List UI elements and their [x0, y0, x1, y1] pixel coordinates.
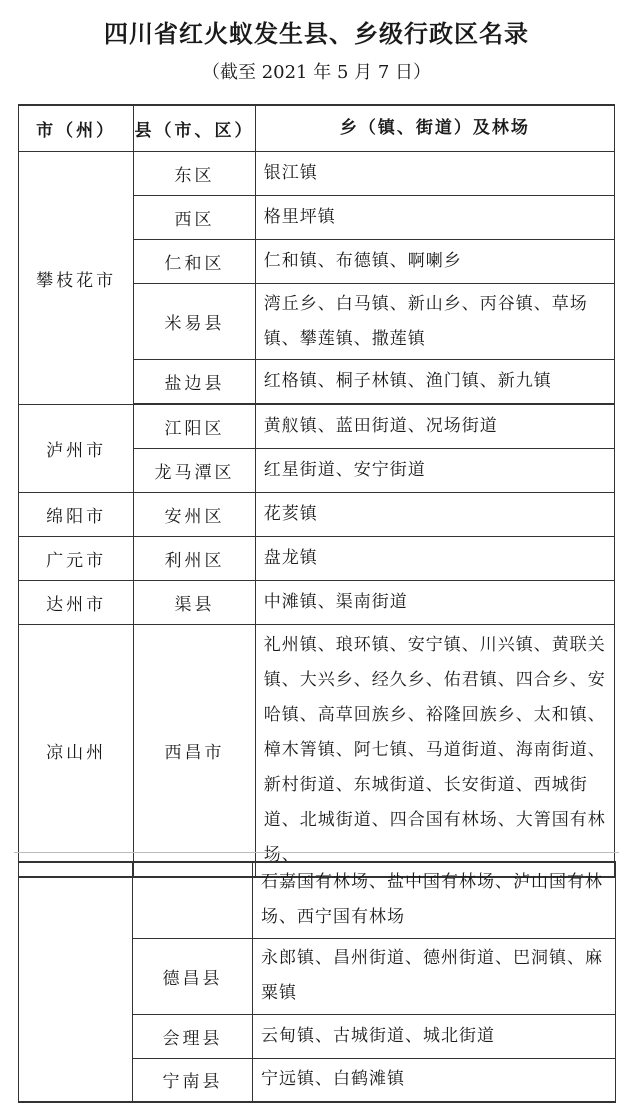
table-header-row [19, 105, 615, 152]
table-row [19, 581, 615, 625]
city-cell: 凉山州 [19, 625, 134, 878]
towns-cell: 湾丘乡、白马镇、新山乡、丙谷镇、草场镇、攀莲镇、撒莲镇 [255, 284, 614, 360]
county-cell: 东区 [134, 152, 255, 196]
table-row [19, 152, 615, 196]
document-subtitle: （截至 2021 年 5 月 7 日） [201, 62, 432, 83]
document-title: 四川省红火蚁发生县、乡级行政区名录 [104, 20, 529, 48]
towns-cell: 银江镇 [255, 152, 614, 196]
city-cell: 攀枝花市 [19, 152, 134, 405]
page-break-line [14, 852, 619, 853]
towns-cell: 宁远镇、白鹤滩镇 [253, 1058, 616, 1102]
county-cell: 盐边县 [134, 360, 255, 404]
towns-cell: 永郎镇、昌州街道、德州街道、巴洞镇、麻粟镇 [253, 938, 616, 1014]
region-table-continued [18, 861, 616, 1103]
table-row [19, 537, 615, 581]
towns-cell: 仁和镇、布德镇、啊喇乡 [255, 240, 614, 284]
towns-cell: 黄舣镇、蓝田街道、况场街道 [255, 405, 614, 449]
towns-cell: 礼州镇、琅环镇、安宁镇、川兴镇、黄联关镇、大兴乡、经久乡、佑君镇、四合乡、安哈镇、高草回族乡、裕隆回族乡、太和镇、樟木箐镇、阿七镇、马道街道、海南街道、新村街道、东城街道、长安街道、西城街道、北城街道、四合国有林场、大箐国有林场、 [255, 625, 614, 878]
city-cell: 广元市 [19, 537, 134, 581]
city-cell: 达州市 [19, 581, 134, 625]
towns-cell: 花荄镇 [255, 493, 614, 537]
table-row [19, 405, 615, 449]
city-cell-continued [19, 862, 133, 1102]
table-row [19, 493, 615, 537]
county-cell: 米易县 [134, 284, 255, 360]
county-cell: 西昌市 [134, 625, 255, 878]
county-cell: 西区 [134, 196, 255, 240]
county-cell-continued [133, 862, 253, 938]
towns-cell: 格里坪镇 [255, 196, 614, 240]
county-cell: 龙马潭区 [134, 449, 255, 493]
county-cell: 德昌县 [133, 938, 253, 1014]
city-cell: 绵阳市 [19, 493, 134, 537]
header-county: 县（市、区） [134, 105, 255, 152]
county-cell: 仁和区 [134, 240, 255, 284]
county-cell: 宁南县 [133, 1058, 253, 1102]
county-cell: 会理县 [133, 1014, 253, 1058]
county-cell: 安州区 [134, 493, 255, 537]
header-towns: 乡（镇、街道）及林场 [255, 105, 614, 152]
county-cell: 渠县 [134, 581, 255, 625]
region-table [18, 104, 615, 878]
table-row [19, 862, 616, 938]
city-cell: 泸州市 [19, 405, 134, 493]
county-cell: 江阳区 [134, 405, 255, 449]
county-cell: 利州区 [134, 537, 255, 581]
towns-cell: 红格镇、桐子林镇、渔门镇、新九镇 [255, 360, 614, 404]
towns-cell: 石嘉国有林场、盐中国有林场、泸山国有林场、西宁国有林场 [253, 862, 616, 938]
towns-cell: 云甸镇、古城街道、城北街道 [253, 1014, 616, 1058]
towns-cell: 中滩镇、渠南街道 [255, 581, 614, 625]
table-row [19, 625, 615, 878]
header-city: 市（州） [19, 105, 134, 152]
towns-cell: 红星街道、安宁街道 [255, 449, 614, 493]
towns-cell: 盘龙镇 [255, 537, 614, 581]
